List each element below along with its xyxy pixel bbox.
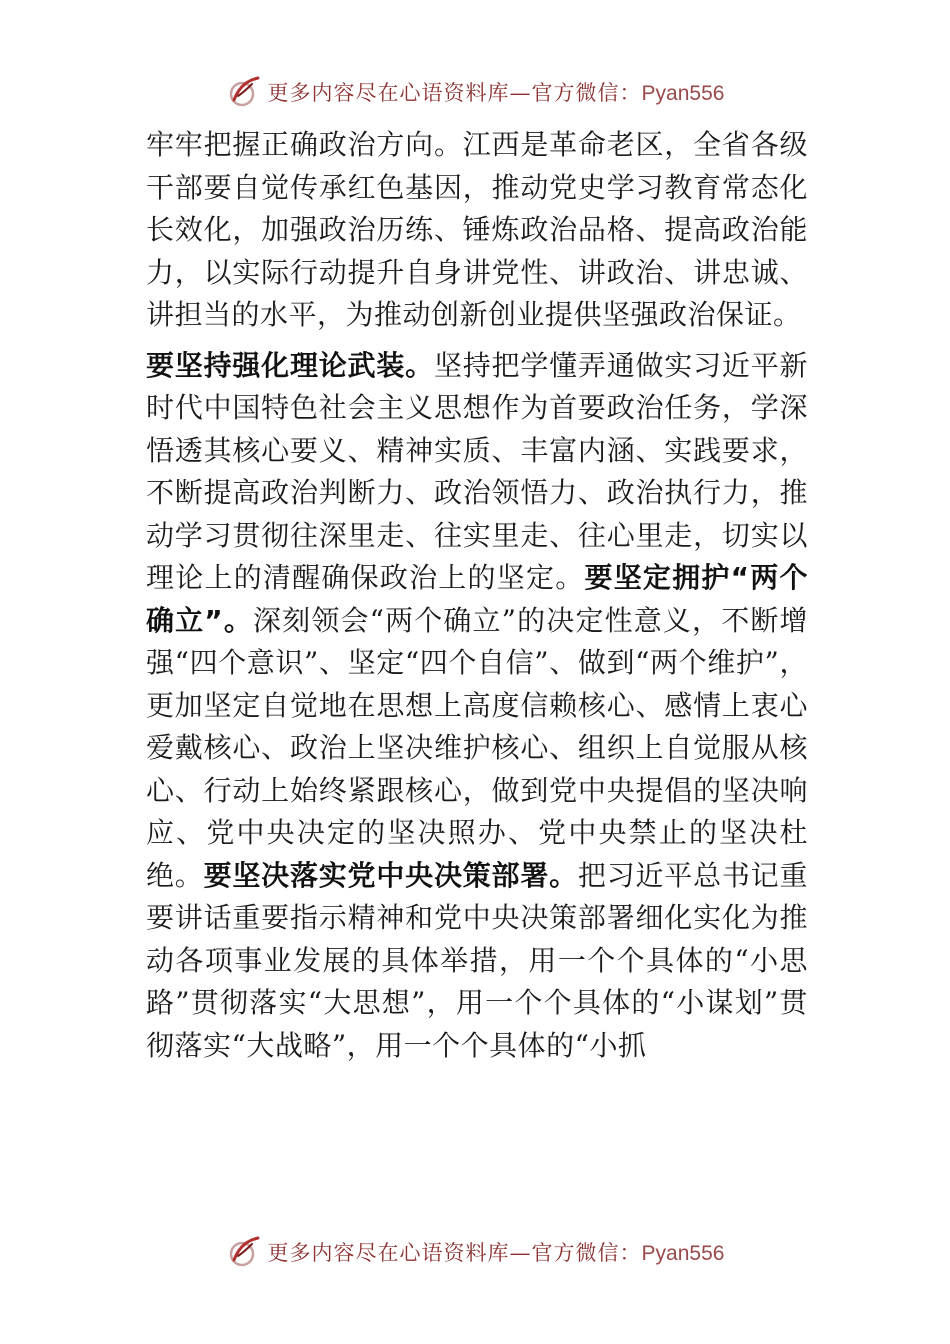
pen-swirl-logo-icon [226,74,262,110]
pen-swirl-logo-icon [226,1234,262,1270]
paragraph [146,124,808,337]
document-body [146,124,808,1067]
bold-heading: 要坚持强化理论武装。 [146,348,434,382]
paragraph [146,345,808,1068]
body-text: 把习近平总书记重要讲话重要指示精神和党中央决策部署细化实化为推动各项事业发展的具体举措，用一个个具体的“小思路”贯彻落实“大思想”，用一个个具体的“小谋划”贯彻落实“大战略”，用一个个具体的“小抓 [146,858,808,1062]
body-text: 牢牢把握正确政治方向。江西是革命老区，全省各级干部要自觉传承红色基因，推动党史学习教育常态化长效化，加强政治历练、锤炼政治品格、提高政治能力，以实际行动提升自身讲党性、讲政治、讲忠诚、讲担当的水平，为推动创新创业提供坚强政治保证。 [146,128,808,331]
watermark-text [268,77,725,107]
watermark-wechat-id: Pyan556 [641,1242,725,1265]
watermark-wechat-id: Pyan556 [641,82,725,105]
bold-heading: 要坚定拥护“两个确立”。 [146,561,808,637]
watermark-label: 更多内容尽在心语资料库—官方微信： [267,1241,642,1265]
body-text: 坚持把学懂弄通做实习近平新时代中国特色社会主义思想作为首要政治任务，学深悟透其核心要义、精神实质、丰富内涵、实践要求，不断提高政治判断力、政治领悟力、政治执行力，推动学习贯彻往深里走、往实里走、往心里走，切实以理论上的清醒确保政治上的坚定。 [146,348,808,594]
bold-heading: 要坚决落实党中央决策部署。 [203,858,578,892]
footer-watermark [0,1230,950,1274]
header-watermark [0,70,950,114]
body-text: 深刻领会“两个确立”的决定性意义，不断增强“四个意识”、坚定“四个自信”、做到“两个维护”，更加坚定自觉地在思想上高度信赖核心、感情上衷心爱戴核心、政治上坚决维护核心、组织上自觉服从核心、行动上始终紧跟核心，做到党中央提倡的坚决响应、党中央决定的坚决照办、党中央禁止的坚决杜绝。 [146,603,808,892]
watermark-label: 更多内容尽在心语资料库—官方微信： [267,81,642,105]
watermark-text [268,1237,725,1267]
